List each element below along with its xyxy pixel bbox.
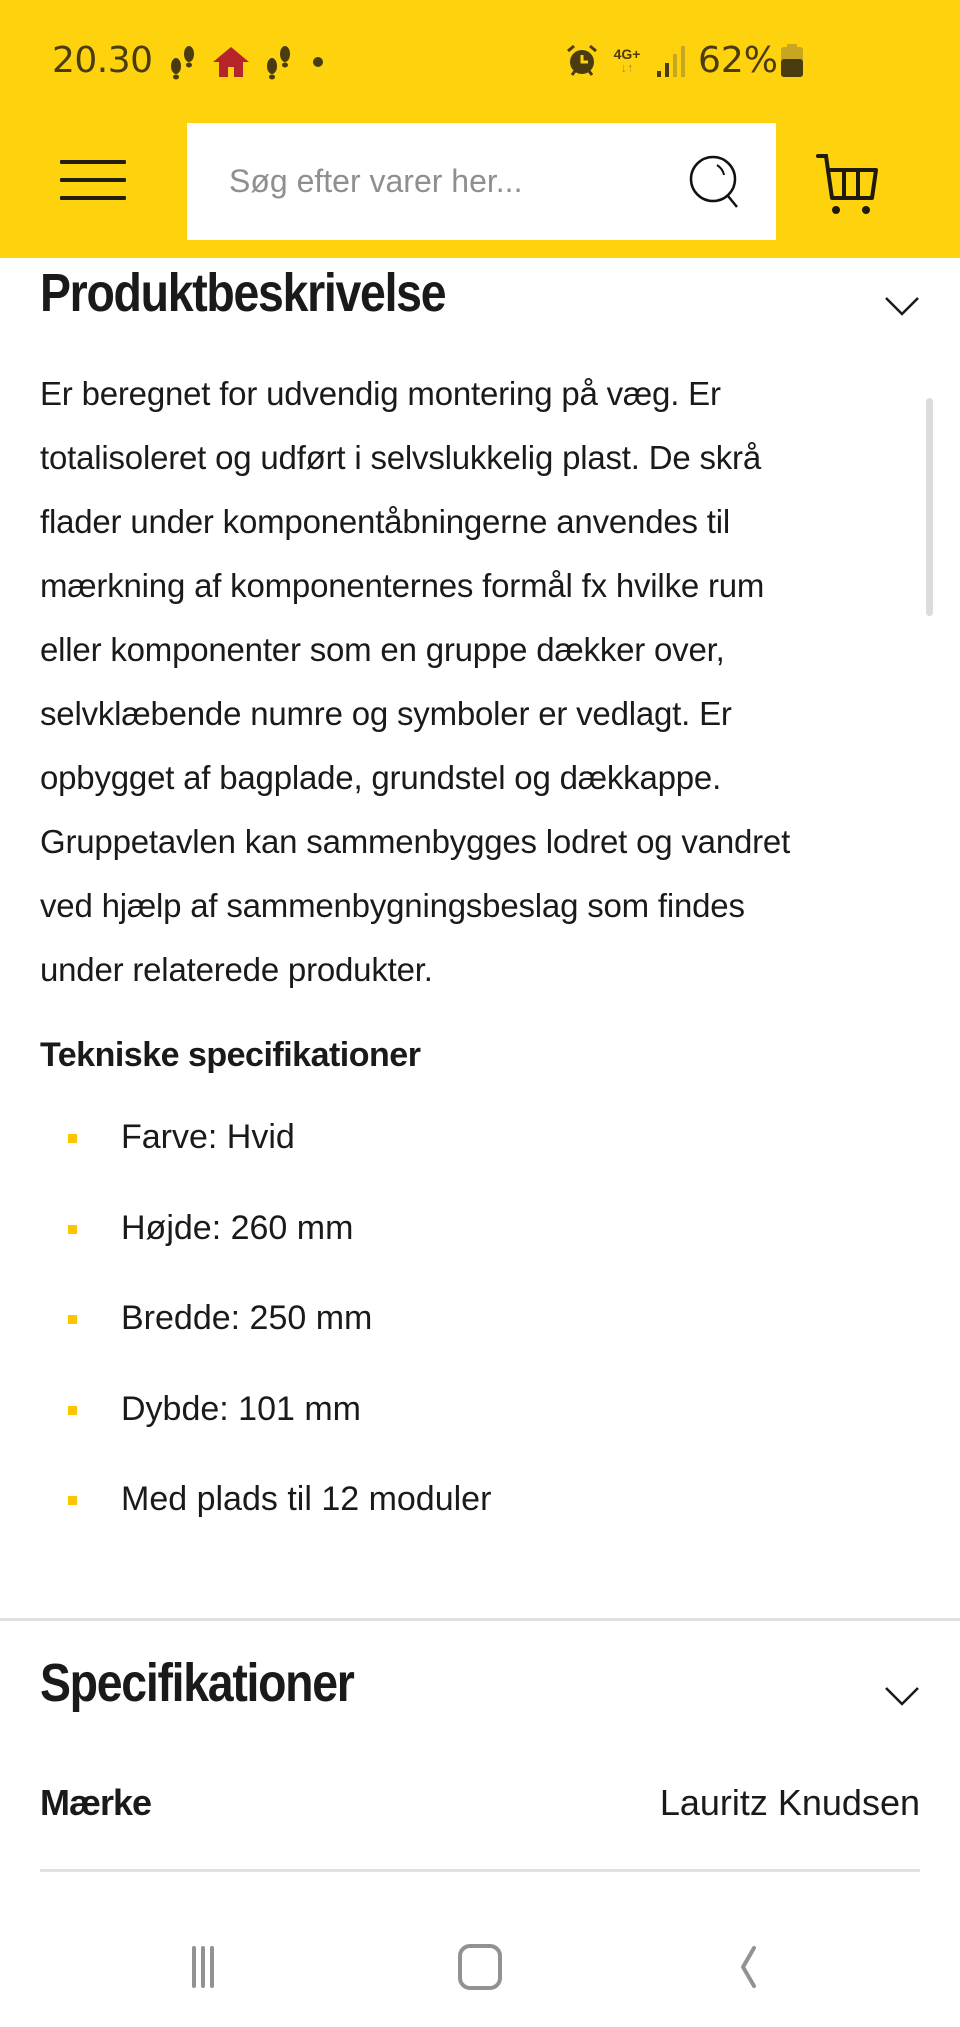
home-icon	[212, 46, 250, 78]
dot-icon	[308, 52, 328, 72]
system-nav-bar	[0, 1900, 960, 2027]
signal-icon	[656, 45, 686, 77]
status-time: 20.30	[52, 40, 153, 81]
hamburger-icon	[60, 160, 126, 164]
list-item: Højde: 260 mm	[40, 1203, 900, 1294]
product-description-text: Er beregnet for udvendig montering på væg. Er totalisoleret og udført i selvslukkelig plast. De skrå flader under komponentåbningerne anvendes til mærkning af komponenternes formål fx hvilke rum eller komponenter som en gruppe dækker over, selvklæbende numre og symboler er vedlagt. Er opbygget af bagplade, grundstel og dækkappe. Gruppetavlen kan sammenbygges lodret og vandret ved hjælp af sammenbygningsbeslag som findes under relaterede produkter.	[40, 375, 791, 988]
chevron-down-icon	[882, 290, 922, 320]
bullet-icon	[68, 1315, 77, 1324]
home-button[interactable]	[445, 1940, 515, 1996]
footsteps-icon	[168, 44, 198, 80]
product-description-toggle[interactable]	[882, 290, 922, 320]
network-4g-icon: 4G+ ↓↑	[613, 46, 641, 75]
spec-value: Lauritz Knudsen	[659, 1782, 920, 1823]
scrollbar[interactable]	[926, 398, 933, 616]
footsteps-icon	[264, 44, 294, 80]
spec-key: Mærke	[40, 1782, 152, 1823]
battery-percent: 62%	[698, 40, 779, 81]
cart-button[interactable]	[816, 152, 882, 216]
status-notification-icons	[168, 44, 328, 80]
search-button[interactable]	[687, 153, 743, 209]
cart-icon	[816, 152, 882, 216]
search-input[interactable]	[229, 123, 669, 240]
site-header	[0, 124, 960, 258]
bullet-icon	[68, 1496, 77, 1505]
bullet-icon	[68, 1406, 77, 1415]
menu-button[interactable]	[60, 160, 126, 204]
alarm-icon	[566, 44, 598, 78]
section-divider	[0, 1618, 960, 1621]
bullet-icon	[68, 1225, 77, 1234]
search-icon	[687, 153, 743, 209]
bullet-icon	[68, 1134, 77, 1143]
list-item: Dybde: 101 mm	[40, 1384, 900, 1475]
list-item: Bredde: 250 mm	[40, 1293, 900, 1384]
technical-specs-list	[40, 1112, 900, 1565]
recent-apps-icon	[176, 1940, 246, 1996]
specifications-toggle[interactable]	[882, 1680, 922, 1710]
search-box	[187, 123, 776, 240]
recent-apps-button[interactable]	[176, 1940, 246, 1996]
section-title-product-description[interactable]: Produktbeskrivelse	[40, 263, 446, 323]
spec-row-brand	[40, 1782, 920, 1832]
home-icon	[445, 1940, 515, 1996]
status-system-icons	[566, 40, 804, 81]
list-item: Med plads til 12 moduler	[40, 1474, 900, 1565]
status-bar	[0, 0, 960, 124]
section-title-specifications[interactable]: Specifikationer	[40, 1653, 354, 1713]
back-button[interactable]	[710, 1940, 780, 1996]
chevron-down-icon	[882, 1680, 922, 1710]
technical-specs-heading: Tekniske specifikationer	[40, 1036, 421, 1074]
row-divider	[40, 1869, 920, 1872]
battery-icon	[780, 44, 804, 78]
back-icon	[710, 1940, 780, 1996]
list-item: Farve: Hvid	[40, 1112, 900, 1203]
